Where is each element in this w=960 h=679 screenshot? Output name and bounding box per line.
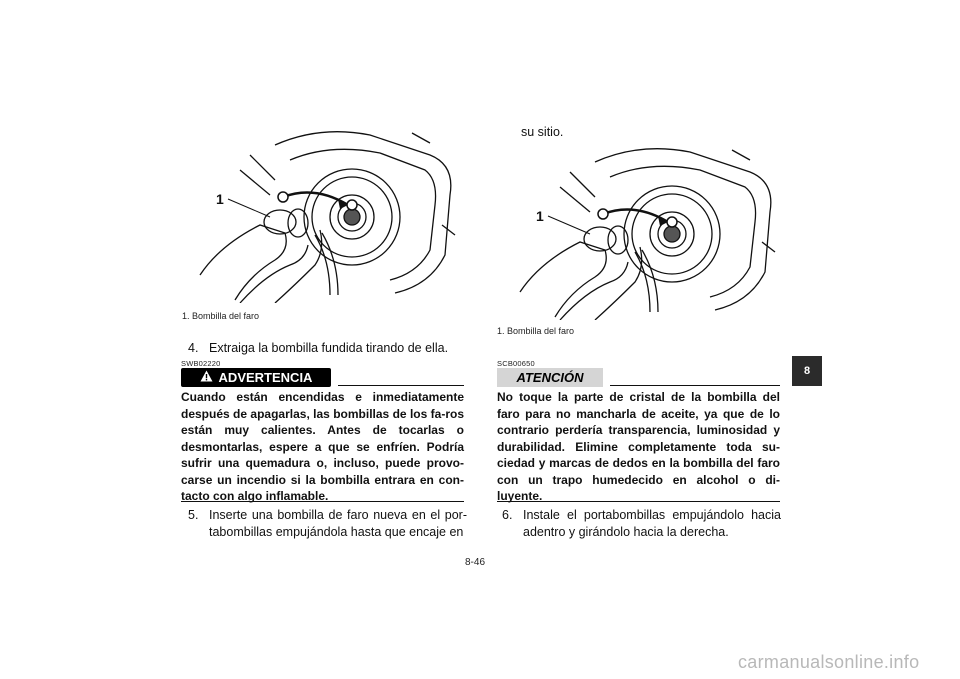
step-5-continued	[500, 124, 770, 142]
warning-text: Cuando están encendidas e inmediatamente después de apagarlas, las bombillas de los fa-ros están muy calientes. Antes de tocarlas o desmontarlas, espere a que se enfríen. Podría sufrir una quemadura o, incluso, puede provo-carse un incendio si la bombilla entrara en con-tacto con algo inflamable.	[181, 390, 464, 503]
caution-label: ATENCIÓN	[516, 370, 584, 385]
caution-bottom-rule	[497, 501, 780, 502]
figure-caption: 1. Bombilla del faro	[182, 311, 260, 321]
headlight-illustration-right	[500, 142, 785, 320]
section-tab: 8	[792, 356, 822, 386]
figure-label: 1	[536, 208, 544, 224]
headlight-bulb-figure-right	[500, 142, 785, 320]
step-number: 6.	[502, 508, 513, 522]
step-text: su sitio.	[521, 125, 564, 139]
caution-code: SCB00650	[497, 359, 535, 368]
figure-caption: 1. Bombilla del faro	[497, 326, 575, 336]
warning-triangle-icon	[200, 370, 213, 385]
step-number: 4.	[188, 341, 199, 355]
caution-top-rule	[610, 385, 780, 386]
watermark: carmanualsonline.info	[738, 652, 920, 672]
warning-banner	[181, 368, 331, 387]
figure-label: 1	[216, 191, 224, 207]
caution-text: No toque la parte de cristal de la bombilla del faro para no mancharla de aceite, ya que de lo contrario perdería transparencia, luminosidad y durabilidad. Elimine completamente toda su-ciedad y marcas de dedos en la bombilla del faro con un trapo humedecido en alcohol o di-luyente.	[497, 390, 780, 503]
warning-code: SWB02220	[181, 359, 221, 368]
caution-banner	[497, 368, 603, 387]
warning-bottom-rule	[181, 501, 464, 502]
step-text: Instale el portabombillas empujándolo hacia adentro y girándolo hacia la derecha.	[523, 508, 781, 539]
warning-label: ADVERTENCIA	[218, 370, 313, 385]
step-5	[188, 507, 468, 543]
step-number: 5.	[188, 508, 199, 522]
step-6	[502, 507, 782, 543]
headlight-bulb-figure-left	[180, 125, 465, 303]
step-text: Inserte una bombilla de faro nueva en el por-tabombillas empujándola hasta que encaje en	[209, 508, 467, 539]
headlight-illustration-left	[180, 125, 465, 303]
page-number: 8-46	[465, 557, 486, 568]
step-4	[188, 340, 468, 358]
warning-top-rule	[338, 385, 464, 386]
step-text: Extraiga la bombilla fundida tirando de ella.	[209, 341, 449, 355]
